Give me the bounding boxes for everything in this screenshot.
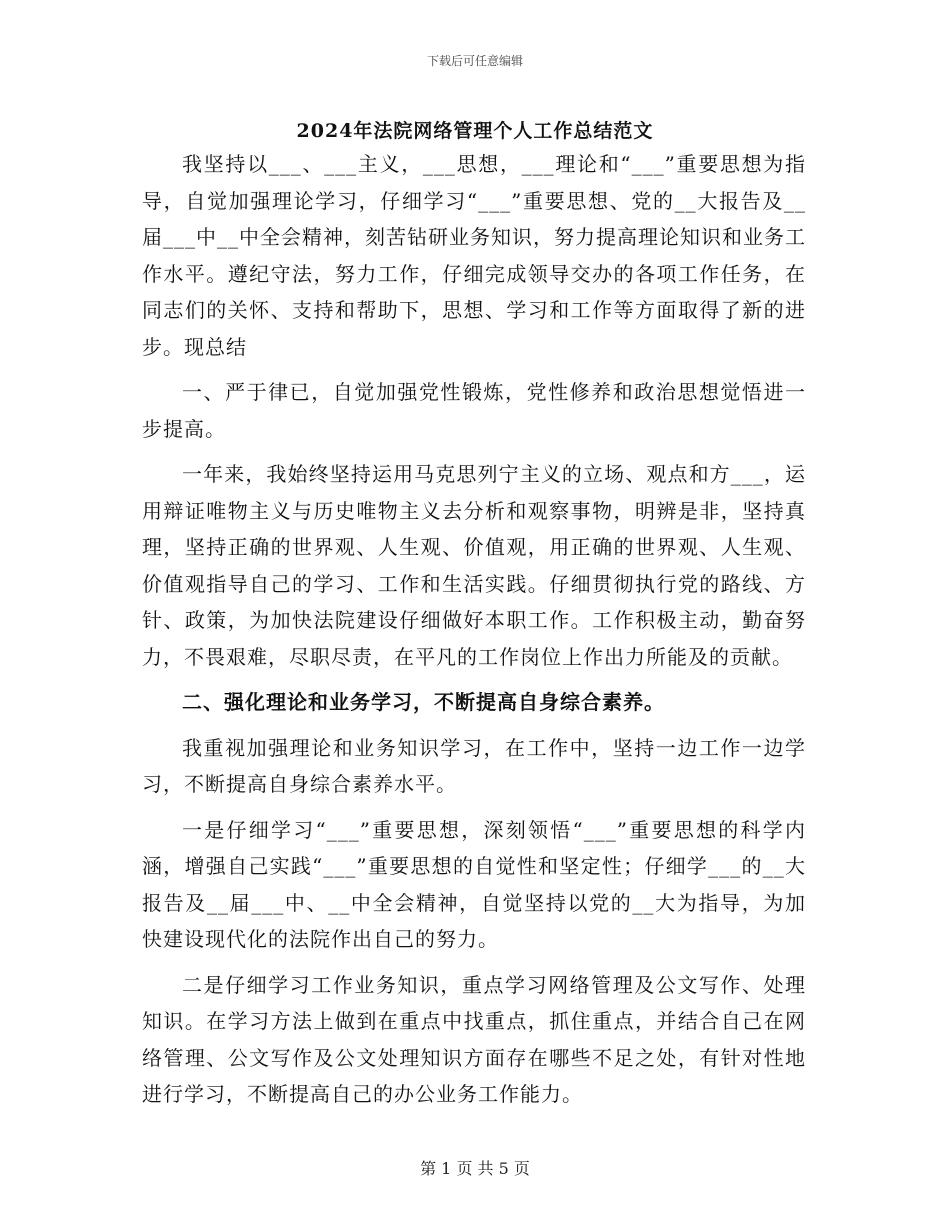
body-paragraph: 一年来，我始终坚持运用马克思列宁主义的立场、观点和方___，运用辩证唯物主义与历史唯物主义去分析和观察事物，明辨是非，坚持真理，坚持正确的世界观、人生观、价值观，用正确的世界观、人生观、价值观指导自己的学习、工作和生活实践。仔细贯彻执行党的路线、方针、政策，为加快法院建设仔细做好本职工作。工作积极主动，勤奋努力，不畏艰难，尽职尽责，在平凡的工作岗位上作出力所能及的贡献。 [142,462,806,669]
document-body [142,146,806,1122]
document-title: 2024年法院网络管理个人工作总结范文 [296,120,654,142]
section-heading-1: 一、严于律已，自觉加强党性锻炼，党性修养和政治思想觉悟进一步提高。 [142,380,806,441]
body-paragraph: 我坚持以___、___主义，___思想，___理论和“___”重要思想为指导，自觉加强理论学习，仔细学习“___”重要思想、党的__大报告及__届___中__中全会精神，刻苦钻研业务知识，努力提高理论知识和业务工作水平。遵纪守法，努力工作，仔细完成领导交办的各项工作任务，在同志们的关怀、支持和帮助下，思想、学习和工作等方面取得了新的进步。现总结 [142,152,806,359]
body-paragraph: 我重视加强理论和业务知识学习，在工作中，坚持一边工作一边学习，不断提高自身综合素养水平。 [142,735,806,796]
page-header-note: 下载后可任意编辑 [426,54,523,68]
section-heading-2: 二、强化理论和业务学习，不断提高自身综合素养。 [182,690,665,714]
body-paragraph: 二是仔细学习工作业务知识，重点学习网络管理及公文写作、处理知识。在学习方法上做到在重点中找重点，抓住重点，并结合自己在网络管理、公文写作及公文处理知识方面存在哪些不足之处，有针对性地进行学习，不断提高自己的办公业务工作能力。 [142,972,806,1106]
body-paragraph: 一是仔细学习“___”重要思想，深刻领悟“___”重要思想的科学内涵，增强自己实践“___”重要思想的自觉性和坚定性；仔细学___的__大报告及__届___中、__中全会精神，自觉坚持以党的__大为指导，为加快建设现代化的法院作出自己的努力。 [142,817,806,951]
page-number: 第 1 页 共 5 页 [420,1159,530,1178]
